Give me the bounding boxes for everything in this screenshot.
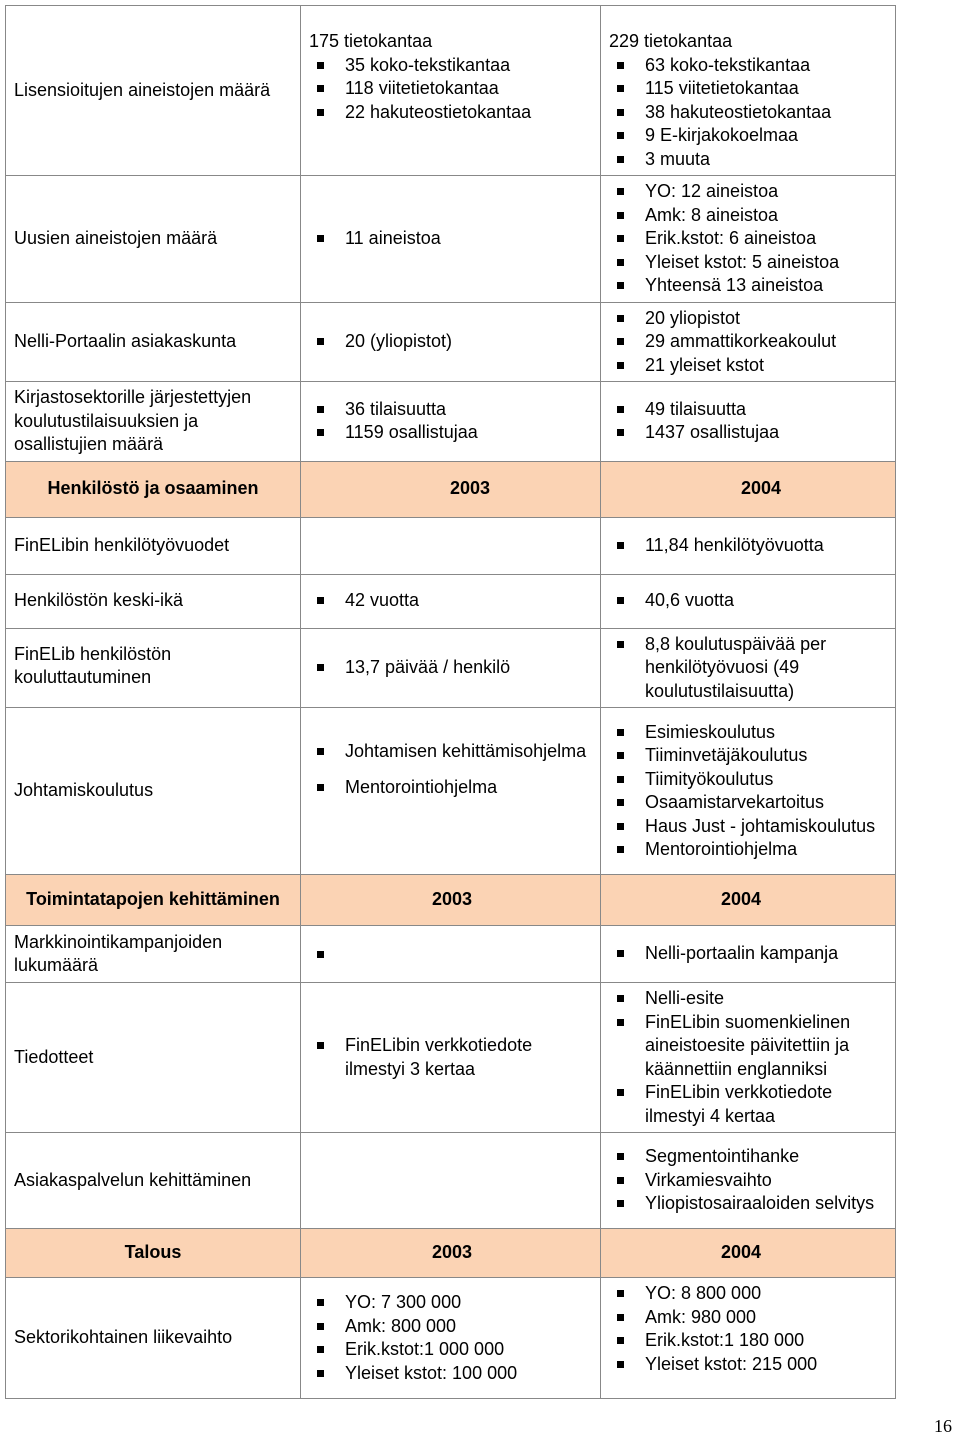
row-label: Asiakaspalvelun kehittäminen [6,1133,301,1229]
section-title: Toimintatapojen kehittäminen [6,875,301,926]
cell-2003 [301,926,601,983]
list-item: 49 tilaisuutta [609,398,887,422]
table-row [6,1133,896,1229]
row-label: Johtamiskoulutus [6,708,301,875]
row-label: Markkinointikampanjoiden lukumäärä [6,926,301,983]
list-item: 11 aineistoa [309,227,592,251]
bullet-list [609,307,887,378]
list-item: Esimieskoulutus [609,721,887,745]
cell-2004 [601,1133,896,1229]
cell-2003 [301,382,601,462]
list-item: Erik.kstot: 6 aineistoa [609,227,887,251]
bullet-list [309,943,592,966]
list-item: 63 koko-tekstikantaa [609,54,887,78]
list-item: 13,7 päivää / henkilö [309,656,592,680]
table-row [6,574,896,628]
list-item: Yhteensä 13 aineistoa [609,274,887,298]
list-item: 42 vuotta [309,589,592,613]
header-2004 [601,875,896,926]
bullet-list [309,740,592,799]
list-item: YO: 8 800 000 [609,1282,887,1306]
table-row [6,708,896,875]
table-row [6,6,896,176]
bullet-list [609,54,887,172]
bullet-list [609,1145,887,1216]
bullet-list [309,656,592,680]
list-heading: 229 tietokantaa [609,31,733,51]
table-row [6,176,896,303]
list-item: FinELibin verkkotiedote ilmestyi 4 kertaa [609,1081,887,1128]
list-heading: 175 tietokantaa [309,31,433,51]
list-item: 11,84 henkilötyövuotta [609,534,887,558]
row-label: Sektorikohtainen liikevaihto [6,1278,301,1399]
row-label: FinELibin henkilötyövuodet [6,517,301,574]
table-row [6,926,896,983]
list-item: 118 viitetietokantaa [309,77,592,101]
list-item: Yliopistosairaaloiden selvitys [609,1192,887,1216]
list-item: Yleiset kstot: 5 aineistoa [609,251,887,275]
bullet-list [309,398,592,445]
list-item: Tiimityökoulutus [609,768,887,792]
list-item: YO: 7 300 000 [309,1291,592,1315]
list-item: 29 ammattikorkeakoulut [609,330,887,354]
section-title: Henkilöstö ja osaaminen [6,461,301,517]
list-item: Virkamiesvaihto [609,1169,887,1193]
cell-2003 [301,6,601,176]
cell-2003 [301,1278,601,1399]
cell-2003 [301,628,601,708]
cell-2004 [601,176,896,303]
cell-2004 [601,382,896,462]
row-label: Lisensioitujen aineistojen määrä [6,6,301,176]
cell-2003 [301,176,601,303]
list-item: Amk: 980 000 [609,1306,887,1330]
cell-2003 [301,1133,601,1229]
cell-2003 [301,574,601,628]
list-item: Yleiset kstot: 100 000 [309,1362,592,1386]
bullet-list [309,227,592,251]
row-label: Kirjastosektorille järjestettyjen koulutustilaisuuksien ja osallistujien määrä [6,382,301,462]
list-item: 115 viitetietokantaa [609,77,887,101]
list-item: FinELibin verkkotiedote ilmestyi 3 kertaa [309,1034,592,1081]
page-number: 16 [934,1416,952,1436]
list-item: Mentorointiohjelma [309,776,592,800]
year-label: 2003 [431,1242,472,1263]
table-row [6,517,896,574]
list-item: 40,6 vuotta [609,589,887,613]
list-item: 21 yleiset kstot [609,354,887,378]
bullet-list [609,942,887,966]
section-header-row [6,1229,896,1278]
year-label: 2003 [431,889,472,910]
cell-2003 [301,302,601,382]
header-2003 [301,461,601,517]
list-item: 22 hakuteostietokantaa [309,101,592,125]
list-item: 35 koko-tekstikantaa [309,54,592,78]
cell-2004 [601,574,896,628]
bullet-list [609,721,887,862]
cell-2003 [301,708,601,875]
list-item: 9 E-kirjakokoelmaa [609,124,887,148]
bullet-list [609,398,887,445]
section-header-row [6,875,896,926]
list-item: 38 hakuteostietokantaa [609,101,887,125]
list-item: Yleiset kstot: 215 000 [609,1353,887,1377]
list-item: Nelli-esite [609,987,887,1011]
list-item: Erik.kstot:1 000 000 [309,1338,592,1362]
cell-2004 [601,983,896,1133]
year-label: 2004 [721,1242,762,1263]
header-2003 [301,1229,601,1278]
list-item: Nelli-portaalin kampanja [609,942,887,966]
bullet-list [609,987,887,1128]
cell-2004 [601,302,896,382]
list-item: Amk: 8 aineistoa [609,204,887,228]
list-item [309,943,592,966]
header-2004 [601,461,896,517]
list-item: 20 yliopistot [609,307,887,331]
list-item: Johtamisen kehittämisohjelma [309,740,592,764]
table-row [6,1278,896,1399]
list-item: Amk: 800 000 [309,1315,592,1339]
year-label: 2003 [449,478,490,499]
cell-2004 [601,1278,896,1399]
cell-2004 [601,517,896,574]
cell-2003 [301,517,601,574]
bullet-list [609,1282,887,1376]
list-item: Mentorointiohjelma [609,838,887,862]
cell-2004 [601,926,896,983]
cell-2004 [601,6,896,176]
bullet-list [309,1291,592,1385]
cell-2004 [601,628,896,708]
table-row [6,382,896,462]
row-label: FinELib henkilöstön kouluttautuminen [6,628,301,708]
row-label: Uusien aineistojen määrä [6,176,301,303]
bullet-list [309,589,592,613]
list-item: YO: 12 aineistoa [609,180,887,204]
list-item: 20 (yliopistot) [309,330,592,354]
list-item: FinELibin suomenkielinen aineistoesite päivitettiin ja käännettiin englanniksi [609,1011,887,1082]
bullet-list [609,633,887,704]
row-label: Henkilöstön keski-ikä [6,574,301,628]
list-item: 1159 osallistujaa [309,421,592,445]
year-label: 2004 [721,889,762,910]
header-2004 [601,1229,896,1278]
table-row [6,302,896,382]
bullet-list [309,1034,592,1081]
row-label: Tiedotteet [6,983,301,1133]
cell-2004 [601,708,896,875]
bullet-list [609,589,887,613]
list-item: 3 muuta [609,148,887,172]
table-row [6,628,896,708]
bullet-list [609,534,887,558]
list-item: Tiiminvetäjäkoulutus [609,744,887,768]
bullet-list [609,180,887,298]
header-2003 [301,875,601,926]
list-item: Osaamistarvekartoitus [609,791,887,815]
list-item: 1437 osallistujaa [609,421,887,445]
year-label: 2004 [741,478,782,499]
list-item: 8,8 koulutuspäivää per henkilötyövuosi (49 koulutustilaisuutta) [609,633,887,704]
table-row [6,983,896,1133]
row-label: Nelli-Portaalin asiakaskunta [6,302,301,382]
statistics-table [5,5,896,1399]
section-title: Talous [6,1229,301,1278]
list-item: 36 tilaisuutta [309,398,592,422]
list-item: Haus Just - johtamiskoulutus [609,815,887,839]
section-header-row [6,461,896,517]
bullet-list [309,330,592,354]
list-item: Segmentointihanke [609,1145,887,1169]
bullet-list [309,54,592,125]
cell-2003 [301,983,601,1133]
list-item: Erik.kstot:1 180 000 [609,1329,887,1353]
